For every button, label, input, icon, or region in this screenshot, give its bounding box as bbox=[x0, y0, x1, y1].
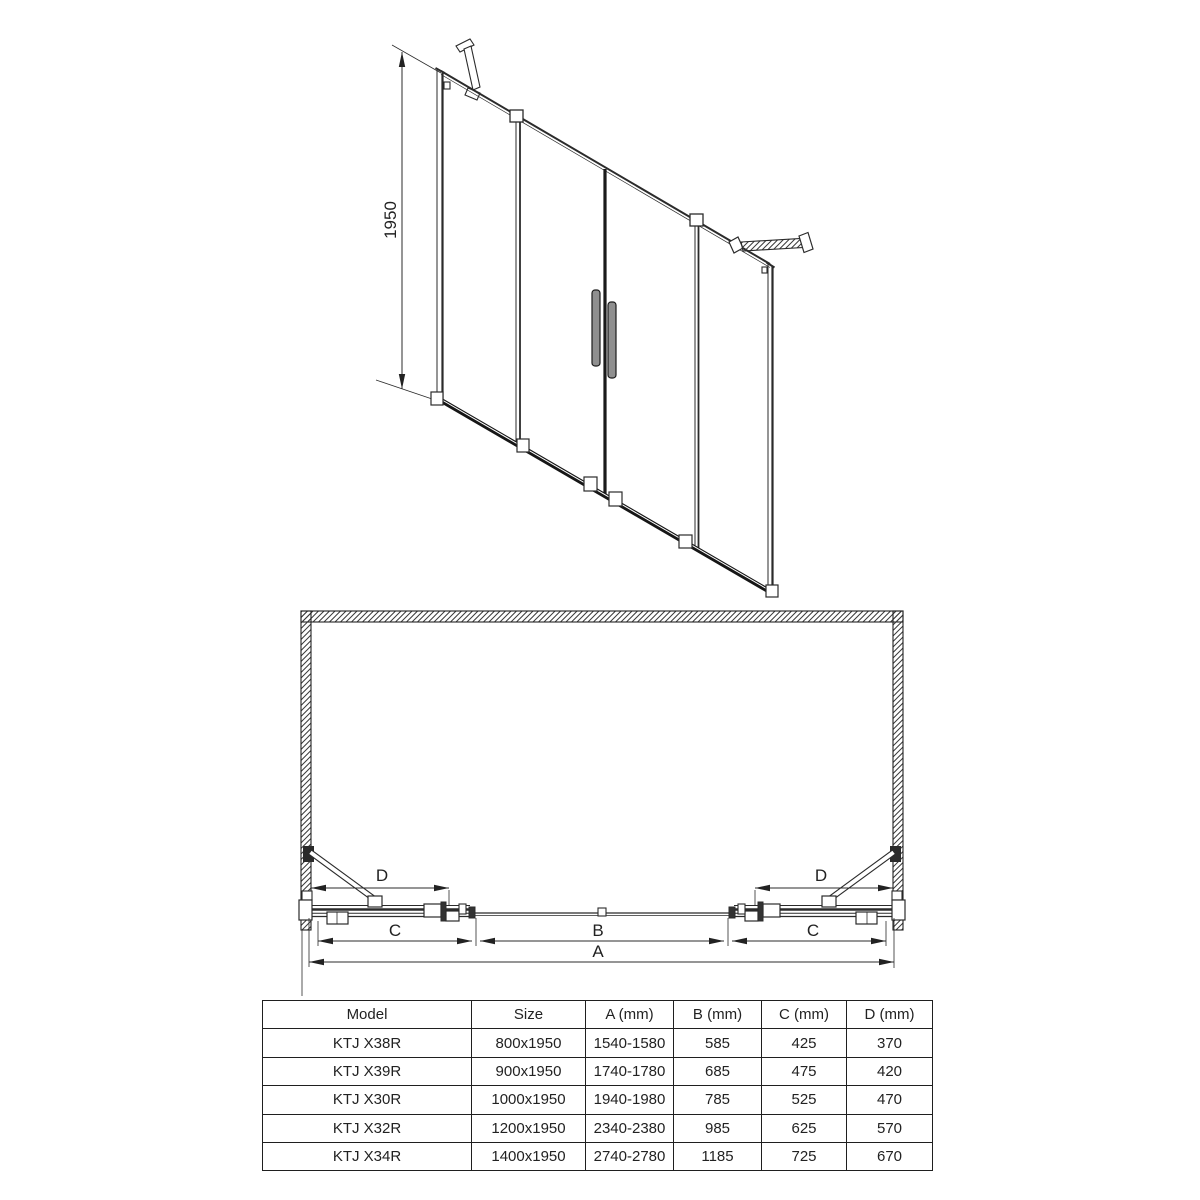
cell-b: 585 bbox=[674, 1029, 762, 1057]
dim-label-c-right: C bbox=[806, 921, 820, 940]
track-roller bbox=[584, 477, 597, 491]
dim-label-d-left: D bbox=[375, 866, 389, 885]
cell-a: 1740-1780 bbox=[586, 1057, 674, 1085]
right-support-arm bbox=[729, 233, 813, 254]
cell-c: 725 bbox=[762, 1142, 847, 1170]
table-row bbox=[263, 1057, 933, 1085]
table-row bbox=[263, 1086, 933, 1114]
table-row bbox=[263, 1114, 933, 1142]
cell-c: 475 bbox=[762, 1057, 847, 1085]
cell-c: 525 bbox=[762, 1086, 847, 1114]
wall-brace-left bbox=[303, 846, 382, 907]
track-roller bbox=[517, 439, 529, 452]
table-row bbox=[263, 1029, 933, 1057]
header-b: B (mm) bbox=[674, 1001, 762, 1029]
dim-label-d-right: D bbox=[814, 866, 828, 885]
header-c: C (mm) bbox=[762, 1001, 847, 1029]
header-d: D (mm) bbox=[847, 1001, 933, 1029]
cell-size: 1000x1950 bbox=[472, 1086, 586, 1114]
cell-a: 1940-1980 bbox=[586, 1086, 674, 1114]
cell-d: 420 bbox=[847, 1057, 933, 1085]
cell-d: 470 bbox=[847, 1086, 933, 1114]
cell-a: 1540-1580 bbox=[586, 1029, 674, 1057]
cell-model: KTJ X32R bbox=[263, 1114, 472, 1142]
right-wall-profile bbox=[762, 263, 775, 595]
wall-brace-right bbox=[822, 846, 901, 907]
header-model: Model bbox=[263, 1001, 472, 1029]
cell-d: 570 bbox=[847, 1114, 933, 1142]
cell-model: KTJ X30R bbox=[263, 1086, 472, 1114]
track-hardware-right bbox=[729, 891, 905, 924]
cell-b: 785 bbox=[674, 1086, 762, 1114]
panel-divider-1 bbox=[510, 110, 523, 446]
panel-divider-3 bbox=[690, 214, 703, 548]
left-wall-profile bbox=[436, 68, 451, 402]
plan-view bbox=[299, 611, 905, 996]
dimensions-table bbox=[262, 1000, 932, 1171]
cell-b: 985 bbox=[674, 1114, 762, 1142]
header-a: A (mm) bbox=[586, 1001, 674, 1029]
cell-model: KTJ X34R bbox=[263, 1142, 472, 1170]
height-dimension bbox=[376, 45, 441, 402]
isometric-view bbox=[376, 39, 813, 597]
cell-model: KTJ X39R bbox=[263, 1057, 472, 1085]
table-row bbox=[263, 1142, 933, 1170]
dim-label-a: A bbox=[592, 942, 604, 961]
center-guide bbox=[598, 908, 606, 916]
cell-size: 1400x1950 bbox=[472, 1142, 586, 1170]
cell-a: 2740-2780 bbox=[586, 1142, 674, 1170]
cell-b: 1185 bbox=[674, 1142, 762, 1170]
height-dimension-label: 1950 bbox=[381, 201, 400, 239]
track-roller bbox=[679, 535, 692, 548]
cell-size: 1200x1950 bbox=[472, 1114, 586, 1142]
cell-d: 370 bbox=[847, 1029, 933, 1057]
cell-size: 800x1950 bbox=[472, 1029, 586, 1057]
table-header-row bbox=[263, 1001, 933, 1029]
dim-label-b: B bbox=[592, 921, 604, 940]
dim-label-c-left: C bbox=[388, 921, 402, 940]
track-roller bbox=[609, 492, 622, 506]
cell-model: KTJ X38R bbox=[263, 1029, 472, 1057]
cell-a: 2340-2380 bbox=[586, 1114, 674, 1142]
cell-d: 670 bbox=[847, 1142, 933, 1170]
cell-c: 625 bbox=[762, 1114, 847, 1142]
header-size: Size bbox=[472, 1001, 586, 1029]
cell-b: 685 bbox=[674, 1057, 762, 1085]
track-rails bbox=[311, 906, 893, 917]
cell-c: 425 bbox=[762, 1029, 847, 1057]
cell-size: 900x1950 bbox=[472, 1057, 586, 1085]
